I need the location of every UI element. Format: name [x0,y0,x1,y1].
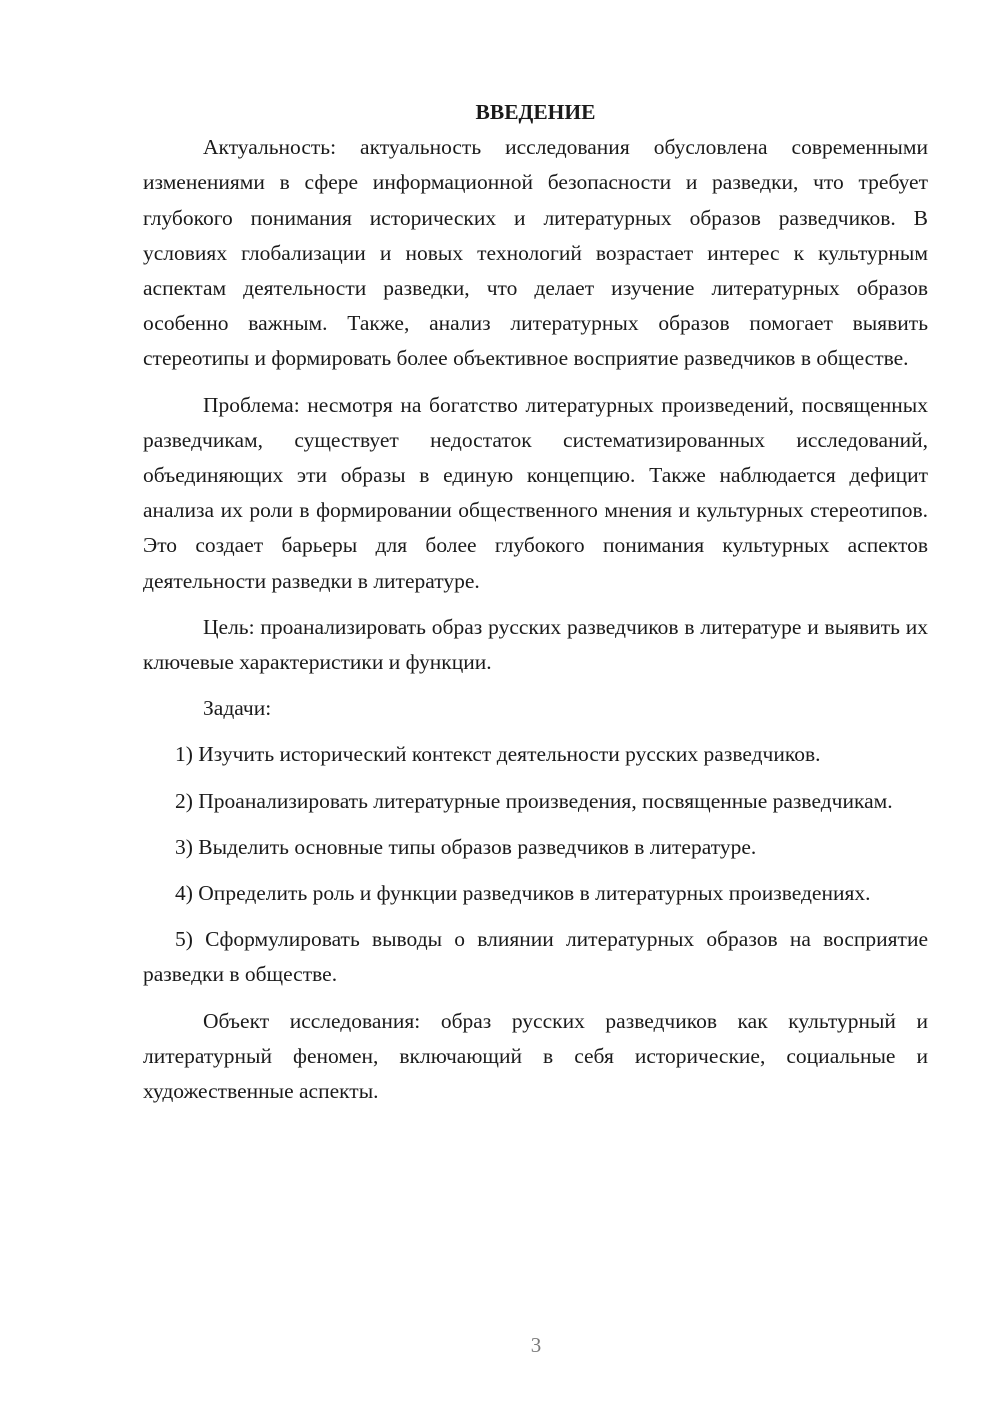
page-content [143,95,928,1109]
task-item-2: 2) Проанализировать литературные произведения, посвященные разведчикам. [175,788,893,813]
task-item-3: 3) Выделить основные типы образов разведчиков в литературе. [175,834,757,859]
problem-paragraph: Проблема: несмотря на богатство литературных произведений, посвященных разведчикам, существует недостаток систематизированных исследований, объединяющих эти образы в единую концепцию. Также наблюдается дефицит анализа их роли в формировании общественного мнения и культурных стереотипов. Это создает барьеры для более глубокого понимания культурных аспектов деятельности разведки в литературе. [143,392,928,593]
section-heading: ВВЕДЕНИЕ [475,100,596,124]
page-number: 3 [530,1333,542,1357]
object-paragraph: Объект исследования: образ русских разведчиков как культурный и литературный феномен, включающий в себя исторические, социальные и художественные аспекты. [143,1008,928,1104]
relevance-paragraph: Актуальность: актуальность исследования обусловлена современными изменениями в сфере информационной безопасности и разведки, что требует глубокого понимания исторических и литературных образов разведчиков. В условиях глобализации и новых технологий возрастает интерес к культурным аспектам деятельности разведки, что делает изучение литературных образов особенно важным. Также, анализ литературных образов помогает выявить стереотипы и формировать более объективное восприятие разведчиков в обществе. [143,135,928,371]
task-item-4: 4) Определить роль и функции разведчиков в литературных произведениях. [175,881,871,906]
tasks-label: Задачи: [203,696,272,721]
goal-paragraph: Цель: проанализировать образ русских разведчиков в литературе и выявить их ключевые характеристики и функции. [143,614,928,675]
task-item-1: 1) Изучить исторический контекст деятельности русских разведчиков. [175,742,821,767]
task-item-5: 5) Сформулировать выводы о влиянии литературных образов на восприятие разведки в обществе. [143,927,928,987]
